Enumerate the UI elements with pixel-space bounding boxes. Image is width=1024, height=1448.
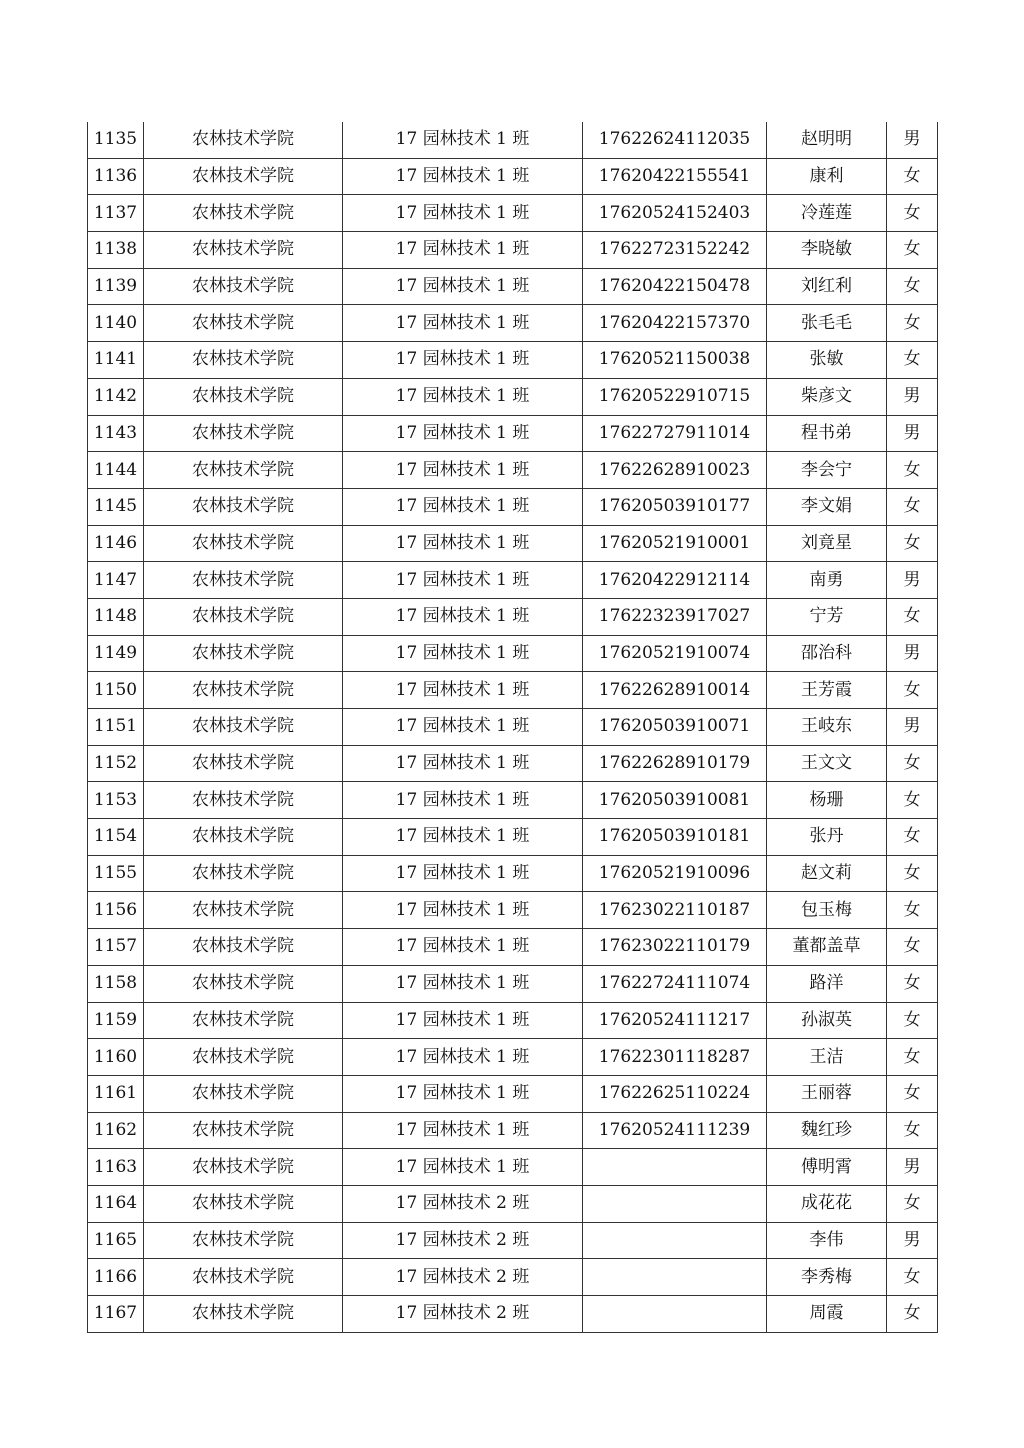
row-number-cell: 1143 xyxy=(88,415,144,452)
student-name-cell: 成花花 xyxy=(767,1185,887,1222)
class-cell: 17 园林技术 1 班 xyxy=(343,562,583,599)
row-number-cell: 1140 xyxy=(88,305,144,342)
college-cell: 农林技术学院 xyxy=(144,892,343,929)
student-id-cell: 17623022110179 xyxy=(583,929,767,966)
student-name-cell: 冷莲莲 xyxy=(767,195,887,232)
student-name-cell: 傅明霄 xyxy=(767,1149,887,1186)
college-cell: 农林技术学院 xyxy=(144,415,343,452)
student-id-cell: 17622628910023 xyxy=(583,452,767,489)
gender-cell: 男 xyxy=(887,562,938,599)
row-number-cell: 1144 xyxy=(88,452,144,489)
student-id-cell: 17620422157370 xyxy=(583,305,767,342)
row-number-cell: 1163 xyxy=(88,1149,144,1186)
class-cell: 17 园林技术 1 班 xyxy=(343,452,583,489)
student-id-cell: 17620524111217 xyxy=(583,1002,767,1039)
college-cell: 农林技术学院 xyxy=(144,158,343,195)
class-cell: 17 园林技术 1 班 xyxy=(343,929,583,966)
row-number-cell: 1145 xyxy=(88,488,144,525)
gender-cell: 女 xyxy=(887,1075,938,1112)
college-cell: 农林技术学院 xyxy=(144,709,343,746)
student-name-cell: 周霞 xyxy=(767,1296,887,1333)
class-cell: 17 园林技术 1 班 xyxy=(343,598,583,635)
college-cell: 农林技术学院 xyxy=(144,562,343,599)
table-row xyxy=(88,892,938,929)
row-number-cell: 1147 xyxy=(88,562,144,599)
college-cell: 农林技术学院 xyxy=(144,1296,343,1333)
student-name-cell: 王洁 xyxy=(767,1039,887,1076)
gender-cell: 女 xyxy=(887,892,938,929)
table-row xyxy=(88,745,938,782)
table-row xyxy=(88,268,938,305)
row-number-cell: 1153 xyxy=(88,782,144,819)
gender-cell: 女 xyxy=(887,1259,938,1296)
row-number-cell: 1154 xyxy=(88,819,144,856)
student-id-cell: 17620521910074 xyxy=(583,635,767,672)
table-row xyxy=(88,782,938,819)
row-number-cell: 1157 xyxy=(88,929,144,966)
student-id-cell: 17620503910177 xyxy=(583,488,767,525)
table-row xyxy=(88,232,938,269)
class-cell: 17 园林技术 2 班 xyxy=(343,1222,583,1259)
gender-cell: 男 xyxy=(887,122,938,158)
row-number-cell: 1136 xyxy=(88,158,144,195)
student-name-cell: 李文娟 xyxy=(767,488,887,525)
student-id-cell: 17620422912114 xyxy=(583,562,767,599)
table-row xyxy=(88,1039,938,1076)
gender-cell: 女 xyxy=(887,672,938,709)
row-number-cell: 1137 xyxy=(88,195,144,232)
class-cell: 17 园林技术 1 班 xyxy=(343,745,583,782)
student-name-cell: 刘竟星 xyxy=(767,525,887,562)
student-name-cell: 张敏 xyxy=(767,342,887,379)
student-name-cell: 王芳霞 xyxy=(767,672,887,709)
gender-cell: 女 xyxy=(887,855,938,892)
table-row xyxy=(88,635,938,672)
class-cell: 17 园林技术 1 班 xyxy=(343,122,583,158)
gender-cell: 男 xyxy=(887,378,938,415)
gender-cell: 男 xyxy=(887,1149,938,1186)
student-id-cell: 17622625110224 xyxy=(583,1075,767,1112)
college-cell: 农林技术学院 xyxy=(144,1002,343,1039)
row-number-cell: 1138 xyxy=(88,232,144,269)
student-name-cell: 赵明明 xyxy=(767,122,887,158)
row-number-cell: 1142 xyxy=(88,378,144,415)
gender-cell: 女 xyxy=(887,782,938,819)
college-cell: 农林技术学院 xyxy=(144,1185,343,1222)
student-id-cell: 17620521910096 xyxy=(583,855,767,892)
student-id-cell: 17620503910081 xyxy=(583,782,767,819)
college-cell: 农林技术学院 xyxy=(144,122,343,158)
roster-body xyxy=(88,122,938,1332)
college-cell: 农林技术学院 xyxy=(144,782,343,819)
student-id-cell: 17623022110187 xyxy=(583,892,767,929)
student-name-cell: 康利 xyxy=(767,158,887,195)
student-id-cell: 17622723152242 xyxy=(583,232,767,269)
row-number-cell: 1150 xyxy=(88,672,144,709)
gender-cell: 女 xyxy=(887,232,938,269)
college-cell: 农林技术学院 xyxy=(144,819,343,856)
gender-cell: 女 xyxy=(887,268,938,305)
college-cell: 农林技术学院 xyxy=(144,1039,343,1076)
class-cell: 17 园林技术 1 班 xyxy=(343,1002,583,1039)
class-cell: 17 园林技术 1 班 xyxy=(343,378,583,415)
gender-cell: 女 xyxy=(887,525,938,562)
class-cell: 17 园林技术 1 班 xyxy=(343,1149,583,1186)
gender-cell: 女 xyxy=(887,1039,938,1076)
gender-cell: 男 xyxy=(887,635,938,672)
gender-cell: 女 xyxy=(887,452,938,489)
row-number-cell: 1159 xyxy=(88,1002,144,1039)
row-number-cell: 1135 xyxy=(88,122,144,158)
student-name-cell: 路洋 xyxy=(767,965,887,1002)
student-id-cell: 17622628910014 xyxy=(583,672,767,709)
class-cell: 17 园林技术 1 班 xyxy=(343,232,583,269)
table-row xyxy=(88,122,938,158)
gender-cell: 男 xyxy=(887,415,938,452)
student-id-cell xyxy=(583,1222,767,1259)
college-cell: 农林技术学院 xyxy=(144,965,343,1002)
college-cell: 农林技术学院 xyxy=(144,232,343,269)
table-row xyxy=(88,158,938,195)
college-cell: 农林技术学院 xyxy=(144,598,343,635)
student-id-cell: 17620524111239 xyxy=(583,1112,767,1149)
college-cell: 农林技术学院 xyxy=(144,268,343,305)
row-number-cell: 1151 xyxy=(88,709,144,746)
college-cell: 农林技术学院 xyxy=(144,488,343,525)
class-cell: 17 园林技术 1 班 xyxy=(343,268,583,305)
table-row xyxy=(88,452,938,489)
student-name-cell: 董都盖草 xyxy=(767,929,887,966)
row-number-cell: 1161 xyxy=(88,1075,144,1112)
student-id-cell: 17622323917027 xyxy=(583,598,767,635)
student-name-cell: 赵文莉 xyxy=(767,855,887,892)
table-row xyxy=(88,1112,938,1149)
student-name-cell: 孙淑英 xyxy=(767,1002,887,1039)
student-id-cell: 17620521910001 xyxy=(583,525,767,562)
class-cell: 17 园林技术 1 班 xyxy=(343,195,583,232)
student-roster-table xyxy=(87,122,938,1333)
student-id-cell: 17622724111074 xyxy=(583,965,767,1002)
row-number-cell: 1166 xyxy=(88,1259,144,1296)
student-name-cell: 刘红利 xyxy=(767,268,887,305)
table-row xyxy=(88,378,938,415)
class-cell: 17 园林技术 1 班 xyxy=(343,855,583,892)
row-number-cell: 1156 xyxy=(88,892,144,929)
college-cell: 农林技术学院 xyxy=(144,1259,343,1296)
college-cell: 农林技术学院 xyxy=(144,305,343,342)
student-name-cell: 杨珊 xyxy=(767,782,887,819)
student-id-cell: 17620522910715 xyxy=(583,378,767,415)
class-cell: 17 园林技术 1 班 xyxy=(343,158,583,195)
student-name-cell: 宁芳 xyxy=(767,598,887,635)
student-id-cell xyxy=(583,1149,767,1186)
table-row xyxy=(88,672,938,709)
class-cell: 17 园林技术 1 班 xyxy=(343,892,583,929)
gender-cell: 女 xyxy=(887,158,938,195)
table-row xyxy=(88,195,938,232)
student-id-cell: 17622624112035 xyxy=(583,122,767,158)
class-cell: 17 园林技术 1 班 xyxy=(343,782,583,819)
table-row xyxy=(88,1075,938,1112)
student-name-cell: 程书弟 xyxy=(767,415,887,452)
row-number-cell: 1165 xyxy=(88,1222,144,1259)
row-number-cell: 1141 xyxy=(88,342,144,379)
table-row xyxy=(88,819,938,856)
student-name-cell: 李晓敏 xyxy=(767,232,887,269)
student-id-cell: 17620422155541 xyxy=(583,158,767,195)
student-name-cell: 南勇 xyxy=(767,562,887,599)
row-number-cell: 1155 xyxy=(88,855,144,892)
table-row xyxy=(88,965,938,1002)
row-number-cell: 1160 xyxy=(88,1039,144,1076)
student-id-cell: 17622727911014 xyxy=(583,415,767,452)
college-cell: 农林技术学院 xyxy=(144,195,343,232)
table-row xyxy=(88,709,938,746)
class-cell: 17 园林技术 2 班 xyxy=(343,1259,583,1296)
class-cell: 17 园林技术 1 班 xyxy=(343,305,583,342)
class-cell: 17 园林技术 1 班 xyxy=(343,819,583,856)
college-cell: 农林技术学院 xyxy=(144,1149,343,1186)
gender-cell: 女 xyxy=(887,745,938,782)
student-id-cell: 17622628910179 xyxy=(583,745,767,782)
gender-cell: 女 xyxy=(887,342,938,379)
row-number-cell: 1158 xyxy=(88,965,144,1002)
student-id-cell xyxy=(583,1296,767,1333)
gender-cell: 女 xyxy=(887,195,938,232)
college-cell: 农林技术学院 xyxy=(144,929,343,966)
class-cell: 17 园林技术 2 班 xyxy=(343,1296,583,1333)
table-row xyxy=(88,342,938,379)
table-row xyxy=(88,929,938,966)
gender-cell: 女 xyxy=(887,488,938,525)
row-number-cell: 1164 xyxy=(88,1185,144,1222)
table-row xyxy=(88,525,938,562)
table-row xyxy=(88,1002,938,1039)
row-number-cell: 1167 xyxy=(88,1296,144,1333)
table-row xyxy=(88,1149,938,1186)
class-cell: 17 园林技术 1 班 xyxy=(343,635,583,672)
student-name-cell: 王文文 xyxy=(767,745,887,782)
gender-cell: 女 xyxy=(887,598,938,635)
row-number-cell: 1148 xyxy=(88,598,144,635)
table-row xyxy=(88,415,938,452)
college-cell: 农林技术学院 xyxy=(144,855,343,892)
row-number-cell: 1152 xyxy=(88,745,144,782)
class-cell: 17 园林技术 1 班 xyxy=(343,525,583,562)
college-cell: 农林技术学院 xyxy=(144,1112,343,1149)
college-cell: 农林技术学院 xyxy=(144,1075,343,1112)
student-name-cell: 王丽蓉 xyxy=(767,1075,887,1112)
class-cell: 17 园林技术 1 班 xyxy=(343,672,583,709)
student-name-cell: 邵治科 xyxy=(767,635,887,672)
college-cell: 农林技术学院 xyxy=(144,1222,343,1259)
class-cell: 17 园林技术 1 班 xyxy=(343,488,583,525)
class-cell: 17 园林技术 1 班 xyxy=(343,342,583,379)
student-id-cell: 17620524152403 xyxy=(583,195,767,232)
class-cell: 17 园林技术 2 班 xyxy=(343,1185,583,1222)
student-id-cell xyxy=(583,1259,767,1296)
table-row xyxy=(88,1222,938,1259)
gender-cell: 女 xyxy=(887,929,938,966)
table-row xyxy=(88,1259,938,1296)
table-row xyxy=(88,1296,938,1333)
college-cell: 农林技术学院 xyxy=(144,672,343,709)
student-id-cell: 17620503910181 xyxy=(583,819,767,856)
student-name-cell: 李秀梅 xyxy=(767,1259,887,1296)
college-cell: 农林技术学院 xyxy=(144,525,343,562)
gender-cell: 男 xyxy=(887,1222,938,1259)
student-name-cell: 李会宁 xyxy=(767,452,887,489)
student-name-cell: 柴彦文 xyxy=(767,378,887,415)
table-row xyxy=(88,1185,938,1222)
class-cell: 17 园林技术 1 班 xyxy=(343,709,583,746)
student-name-cell: 李伟 xyxy=(767,1222,887,1259)
table-row xyxy=(88,855,938,892)
row-number-cell: 1149 xyxy=(88,635,144,672)
class-cell: 17 园林技术 1 班 xyxy=(343,415,583,452)
student-name-cell: 包玉梅 xyxy=(767,892,887,929)
college-cell: 农林技术学院 xyxy=(144,342,343,379)
gender-cell: 女 xyxy=(887,1112,938,1149)
row-number-cell: 1139 xyxy=(88,268,144,305)
college-cell: 农林技术学院 xyxy=(144,378,343,415)
gender-cell: 女 xyxy=(887,305,938,342)
table-row xyxy=(88,488,938,525)
college-cell: 农林技术学院 xyxy=(144,745,343,782)
row-number-cell: 1146 xyxy=(88,525,144,562)
class-cell: 17 园林技术 1 班 xyxy=(343,1112,583,1149)
student-id-cell: 17620422150478 xyxy=(583,268,767,305)
class-cell: 17 园林技术 1 班 xyxy=(343,1075,583,1112)
class-cell: 17 园林技术 1 班 xyxy=(343,965,583,1002)
table-row xyxy=(88,562,938,599)
gender-cell: 女 xyxy=(887,1185,938,1222)
gender-cell: 女 xyxy=(887,965,938,1002)
student-name-cell: 魏红珍 xyxy=(767,1112,887,1149)
gender-cell: 女 xyxy=(887,1002,938,1039)
gender-cell: 女 xyxy=(887,1296,938,1333)
gender-cell: 女 xyxy=(887,819,938,856)
college-cell: 农林技术学院 xyxy=(144,452,343,489)
gender-cell: 男 xyxy=(887,709,938,746)
student-name-cell: 张丹 xyxy=(767,819,887,856)
student-id-cell xyxy=(583,1185,767,1222)
class-cell: 17 园林技术 1 班 xyxy=(343,1039,583,1076)
student-id-cell: 17622301118287 xyxy=(583,1039,767,1076)
student-name-cell: 王岐东 xyxy=(767,709,887,746)
college-cell: 农林技术学院 xyxy=(144,635,343,672)
student-name-cell: 张毛毛 xyxy=(767,305,887,342)
table-row xyxy=(88,598,938,635)
table-row xyxy=(88,305,938,342)
row-number-cell: 1162 xyxy=(88,1112,144,1149)
student-id-cell: 17620503910071 xyxy=(583,709,767,746)
student-id-cell: 17620521150038 xyxy=(583,342,767,379)
